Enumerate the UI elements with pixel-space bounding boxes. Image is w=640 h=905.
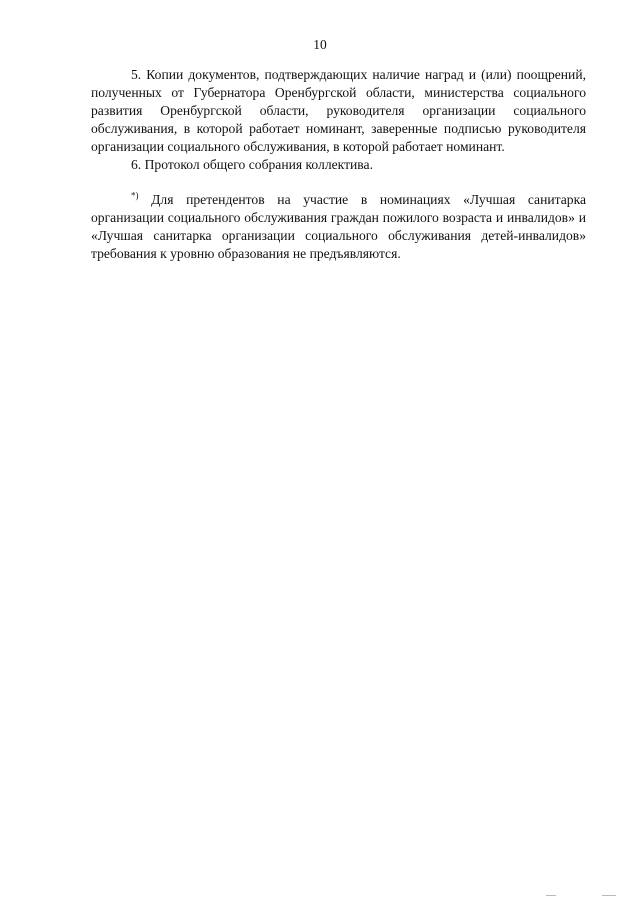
list-item-6: 6. Протокол общего собрания коллектива. bbox=[131, 157, 373, 173]
list-item-5: 5. Копии документов, подтверждающих наличие наград и (или) поощрений, полученных от Губернатора Оренбургской области, министерства социального развития Оренбургской области, руководителя организации социального обслуживания, в которой работает номинант, заверенные подписью руководителя организации социального обслуживания, в которой работает номинант. bbox=[91, 67, 586, 155]
footnote-text: Для претендентов на участие в номинациях «Лучшая санитарка организации социального обслуживания граждан пожилого возраста и инвалидов» и «Лучшая санитарка организации социального обслуживания детей-инвалидов» требования к уровню образования не предъявляются. bbox=[91, 191, 586, 261]
scan-mark bbox=[602, 895, 616, 896]
scan-mark bbox=[546, 895, 556, 896]
document-body bbox=[91, 66, 586, 263]
footnote-marker: *) bbox=[131, 190, 139, 201]
page-number: 10 bbox=[313, 37, 327, 52]
footnote bbox=[91, 191, 586, 263]
scan-edge-marks bbox=[540, 895, 620, 898]
